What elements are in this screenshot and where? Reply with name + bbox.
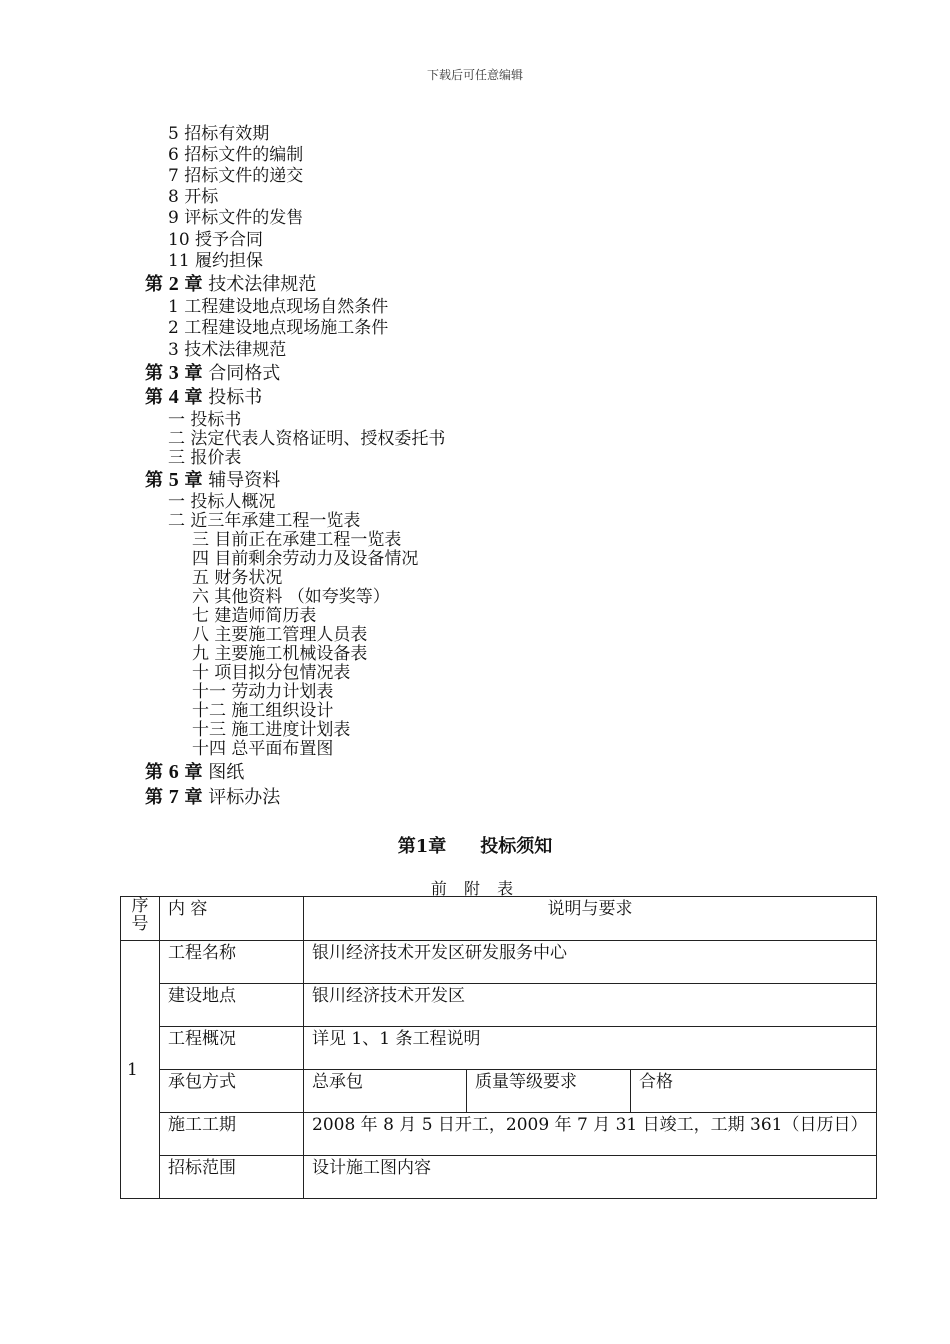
row-item: 工程名称 [160, 941, 304, 984]
header-content: 内 容 [160, 897, 304, 941]
table-row [121, 1156, 877, 1199]
toc-subitem: 五 财务状况 [192, 568, 283, 588]
toc-item: 二 法定代表人资格证明、授权委托书 [168, 429, 446, 449]
table-row [121, 941, 877, 984]
toc-subitem: 十三 施工进度计划表 [192, 720, 351, 740]
group-number: 1 [121, 941, 160, 1199]
toc-subitem: 九 主要施工机械设备表 [192, 644, 368, 664]
toc-subitem: 六 其他资料 （如夸奖等） [192, 587, 390, 607]
row-item: 建设地点 [160, 984, 304, 1027]
row-item: 承包方式 [160, 1070, 304, 1113]
row-desc: 2008 年 8 月 5 日开工，2009 年 7 月 31 日竣工，工期 361（日历日） [304, 1113, 877, 1156]
row-item: 招标范围 [160, 1156, 304, 1199]
row-extra-value: 合格 [631, 1070, 877, 1113]
toc-item: 9 评标文件的发售 [168, 208, 304, 228]
toc-subitem: 十一 劳动力计划表 [192, 682, 334, 702]
table-row [121, 1113, 877, 1156]
toc-subitem: 十 项目拟分包情况表 [192, 663, 351, 683]
section-title [0, 832, 950, 858]
row-item: 工程概况 [160, 1027, 304, 1070]
table-header-row [121, 897, 877, 941]
header-no: 序号 [121, 897, 160, 941]
row-desc: 详见 1、1 条工程说明 [304, 1027, 877, 1070]
toc-item: 8 开标 [168, 187, 219, 207]
row-desc: 银川经济技术开发区研发服务中心 [304, 941, 877, 984]
section-title-text: 投标须知 [480, 836, 553, 857]
toc-item: 7 招标文件的递交 [168, 166, 304, 186]
toc-item: 2 工程建设地点现场施工条件 [168, 318, 389, 338]
table-row [121, 984, 877, 1027]
chapter-7-heading: 第 7 章 评标办法 [145, 786, 281, 808]
toc-item: 二 近三年承建工程一览表 [168, 511, 361, 531]
chapter-4-heading: 第 4 章 投标书 [145, 386, 263, 408]
toc-item: 11 履约担保 [168, 251, 264, 271]
table-row [121, 1027, 877, 1070]
row-extra-label: 质量等级要求 [467, 1070, 631, 1113]
toc-item: 一 投标人概况 [168, 492, 276, 512]
toc-item: 5 招标有效期 [168, 124, 270, 144]
table-caption: 前 附 表 [430, 879, 520, 898]
toc-subitem: 七 建造师简历表 [192, 606, 317, 626]
toc-subitem: 十四 总平面布置图 [192, 739, 334, 759]
chapter-6-heading: 第 6 章 图纸 [145, 761, 245, 783]
toc-subitem: 八 主要施工管理人员表 [192, 625, 368, 645]
row-desc: 银川经济技术开发区 [304, 984, 877, 1027]
toc-item: 1 工程建设地点现场自然条件 [168, 297, 389, 317]
chapter-3-heading: 第 3 章 合同格式 [145, 362, 281, 384]
front-attached-table [120, 896, 877, 1199]
toc-item: 6 招标文件的编制 [168, 145, 304, 165]
section-chapter: 第1章 [397, 836, 447, 857]
toc-item: 10 授予合同 [168, 230, 264, 250]
page-header-note: 下载后可任意编辑 [426, 68, 523, 82]
row-item: 施工工期 [160, 1113, 304, 1156]
toc-item: 三 报价表 [168, 448, 242, 468]
header-desc: 说明与要求 [304, 897, 877, 941]
toc-item: 3 技术法律规范 [168, 340, 287, 360]
toc-subitem: 十二 施工组织设计 [192, 701, 334, 721]
row-desc: 设计施工图内容 [304, 1156, 877, 1199]
toc-item: 一 投标书 [168, 410, 242, 430]
toc-subitem: 三 目前正在承建工程一览表 [192, 530, 402, 550]
chapter-2-heading: 第 2 章 技术法律规范 [145, 273, 317, 295]
row-desc: 总承包 [304, 1070, 467, 1113]
table-row [121, 1070, 877, 1113]
chapter-5-heading: 第 5 章 辅导资料 [145, 469, 281, 491]
toc-subitem: 四 目前剩余劳动力及设备情况 [192, 549, 419, 569]
